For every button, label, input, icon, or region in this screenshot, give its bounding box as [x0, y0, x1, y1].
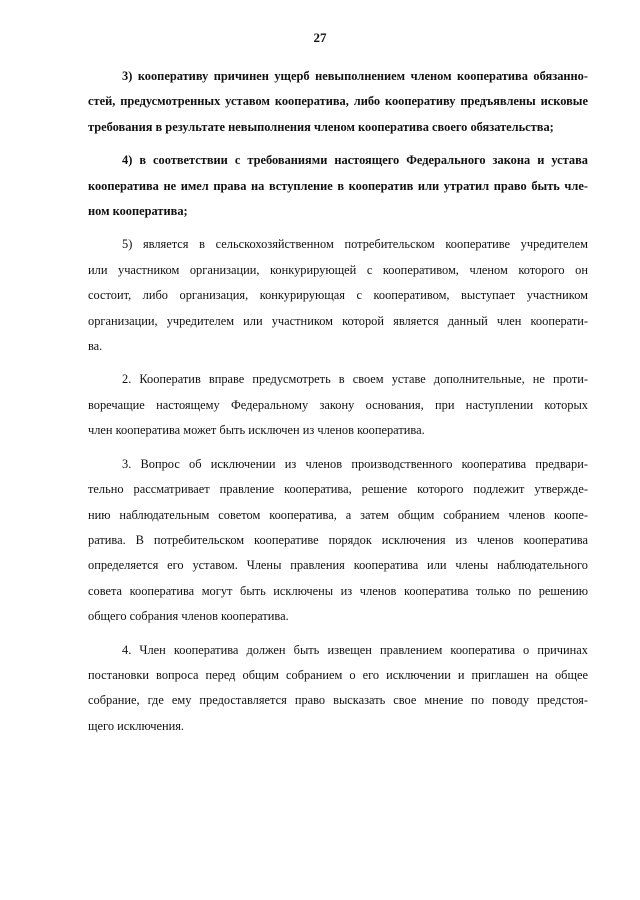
text-line: щего исключения.: [88, 718, 185, 733]
text-line: общего собрания членов кооператива.: [88, 609, 289, 624]
text-line: 4. Член кооператива должен быть извещен правлением кооператива о причинах: [122, 642, 588, 657]
text-line: совета кооператива могут быть исключены из членов кооператива только по решению: [88, 583, 588, 598]
paragraph: [88, 367, 588, 443]
text-line: состоит, либо организация, конкурирующая с кооперативом, выступает участником: [88, 288, 588, 303]
text-line: 3) кооперативу причинен ущерб невыполнением членом кооператива обязанно-: [122, 69, 588, 83]
paragraph: [88, 452, 588, 630]
text-line: стей, предусмотренных уставом кооператива, либо кооперативу предъявлены исковые: [88, 94, 588, 109]
text-line: 3. Вопрос об исключении из членов производственного кооператива предвари-: [122, 456, 588, 471]
text-line: член кооператива может быть исключен из членов кооператива.: [88, 423, 425, 438]
text-line: 4) в соответствии с требованиями настоящего Федерального закона и устава: [122, 153, 588, 168]
text-line: 5) является в сельскохозяйственном потребительском кооперативе учредителем: [122, 237, 588, 252]
document-body: [88, 64, 588, 747]
text-line: организации, учредителем или участником которой является данный член кооперати-: [88, 313, 588, 328]
page-number: 27: [313, 30, 327, 45]
text-line: кооператива не имел права на вступление в кооператив или утратил право быть чле-: [88, 178, 588, 193]
text-line: ратива. В потребительском кооперативе порядок исключения из членов кооператива: [88, 532, 588, 547]
text-line: тельно рассматривает правление кооператива, решение которого подлежит утвержде-: [88, 482, 588, 497]
text-line: ва.: [88, 339, 103, 354]
text-line: определяется его уставом. Члены правления кооператива или члены наблюдательного: [88, 558, 588, 573]
text-line: нию наблюдательным советом кооператива, а затем общим собранием членов коопе-: [88, 507, 588, 522]
text-line: постановки вопроса перед общим собранием о его исключении и приглашен на общее: [88, 667, 588, 682]
paragraph: [88, 64, 588, 140]
text-line: требования в результате невыполнения членом кооператива своего обязательства;: [88, 119, 554, 134]
text-line: или участником организации, конкурирующей с кооперативом, членом которого он: [88, 262, 588, 277]
text-line: 2. Кооператив вправе предусмотреть в своем уставе дополнительные, не проти-: [122, 372, 588, 387]
text-line: воречащие настоящему Федеральному закону основания, при наступлении которых: [88, 397, 588, 412]
text-line: собрание, где ему предоставляется право высказать свое мнение по поводу предстоя-: [88, 693, 588, 708]
paragraph: [88, 148, 588, 224]
paragraph: [88, 638, 588, 740]
text-line: ном кооператива;: [88, 204, 188, 219]
paragraph: [88, 232, 588, 359]
